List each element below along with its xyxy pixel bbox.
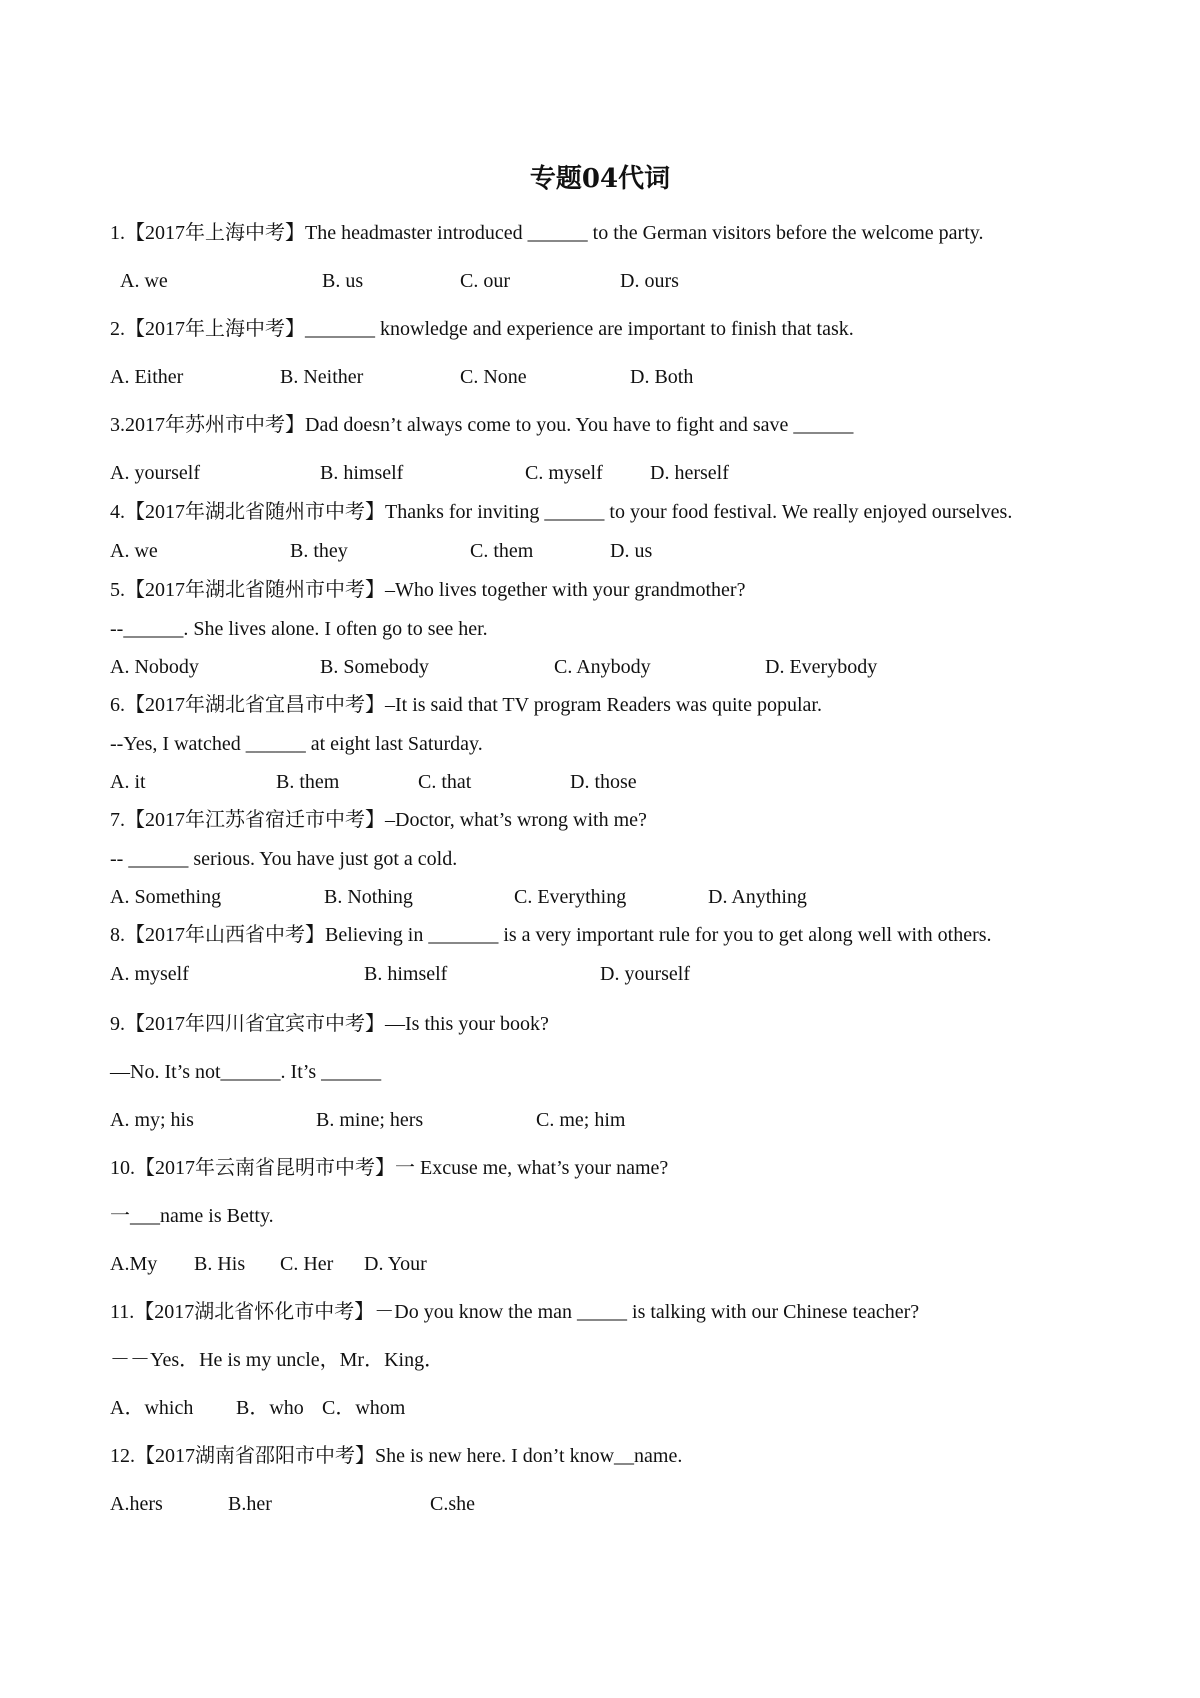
- option-c: C. myself: [525, 462, 603, 484]
- option-d: D. those: [570, 771, 637, 793]
- option-c: C. Everything: [514, 886, 627, 908]
- option-a: A. it: [110, 771, 146, 793]
- question-6-stem: 6.【2017年湖北省宜昌市中考】–It is said that TV program Readers was quite popular.: [110, 694, 822, 716]
- question-5-stem: 5.【2017年湖北省随州市中考】–Who lives together with your grandmother?: [110, 579, 746, 601]
- question-6-reply: --Yes, I watched ______ at eight last Saturday.: [110, 733, 483, 755]
- question-10-stem: 10.【2017年云南省昆明市中考】一 Excuse me, what’s your name?: [110, 1157, 669, 1179]
- option-c: C. None: [460, 366, 527, 388]
- option-a: A. we: [120, 270, 168, 292]
- option-d: D. ours: [620, 270, 679, 292]
- question-8-stem: 8.【2017年山西省中考】Believing in _______ is a very important rule for you to get along well with others.: [110, 924, 992, 946]
- option-b: B. himself: [320, 462, 404, 484]
- option-a: A. we: [110, 540, 158, 562]
- option-c: C. Her: [280, 1253, 334, 1275]
- question-11-stem: 11.【2017湖北省怀化市中考】－Do you know the man _____ is talking with our Chinese teacher?: [110, 1301, 920, 1323]
- option-a: A. Nobody: [110, 656, 199, 678]
- question-1-stem: 1.【2017年上海中考】The headmaster introduced ______ to the German visitors before the welcome party.: [110, 222, 984, 244]
- option-b: B. His: [194, 1253, 246, 1275]
- option-c: C.she: [430, 1493, 475, 1515]
- option-b: B. Neither: [280, 366, 364, 388]
- option-a: A. Something: [110, 886, 222, 908]
- option-a: A.hers: [110, 1493, 163, 1515]
- option-c: C. Anybody: [554, 656, 651, 678]
- option-b: B. us: [322, 270, 364, 292]
- option-d: D. herself: [650, 462, 729, 484]
- question-9-stem: 9.【2017年四川省宜宾市中考】—Is this your book?: [110, 1013, 549, 1035]
- option-a: A. myself: [110, 963, 189, 985]
- question-4-stem: 4.【2017年湖北省随州市中考】Thanks for inviting ______ to your food festival. We really enjoyed ourselves.: [110, 501, 1013, 523]
- question-3-stem: 3.2017年苏州市中考】Dad doesn’t always come to you. You have to fight and save ______: [110, 414, 854, 436]
- option-b: B.her: [228, 1493, 272, 1515]
- option-d: D. Anything: [708, 886, 807, 908]
- option-b: B. himself: [364, 963, 448, 985]
- option-c: C．whom: [322, 1397, 406, 1419]
- page-title: 专题04代词: [529, 164, 671, 194]
- option-b: B. them: [276, 771, 340, 793]
- question-11-reply: －－Yes．He is my uncle，Mr．King．: [110, 1349, 445, 1371]
- option-d: D. yourself: [600, 963, 690, 985]
- question-10-reply: 一___name is Betty.: [110, 1205, 274, 1227]
- option-a: A. Either: [110, 366, 184, 388]
- option-a: A. my; his: [110, 1109, 194, 1131]
- option-c: C. me; him: [536, 1109, 626, 1131]
- question-2-stem: 2.【2017年上海中考】_______ knowledge and experience are important to finish that task.: [110, 318, 854, 340]
- option-c: C. them: [470, 540, 534, 562]
- question-7-reply: -- ______ serious. You have just got a cold.: [110, 848, 458, 870]
- option-b: B. mine; hers: [316, 1109, 424, 1131]
- option-a: A. yourself: [110, 462, 200, 484]
- option-b: B. Nothing: [324, 886, 413, 908]
- option-d: D. Both: [630, 366, 694, 388]
- question-7-stem: 7.【2017年江苏省宿迁市中考】–Doctor, what’s wrong with me?: [110, 809, 647, 831]
- option-b: B. Somebody: [320, 656, 429, 678]
- question-5-reply: --______. She lives alone. I often go to see her.: [110, 618, 488, 640]
- option-c: C. that: [418, 771, 472, 793]
- option-d: D. us: [610, 540, 653, 562]
- option-b: B．who: [236, 1397, 304, 1419]
- option-a: A.My: [110, 1253, 158, 1275]
- question-9-reply: —No. It’s not______. It’s ______: [110, 1061, 382, 1083]
- option-c: C. our: [460, 270, 510, 292]
- option-b: B. they: [290, 540, 348, 562]
- option-d: D. Everybody: [765, 656, 878, 678]
- option-a: A．which: [110, 1397, 194, 1419]
- option-d: D. Your: [364, 1253, 427, 1275]
- question-12-stem: 12.【2017湖南省邵阳市中考】She is new here. I don’t know__name.: [110, 1445, 683, 1467]
